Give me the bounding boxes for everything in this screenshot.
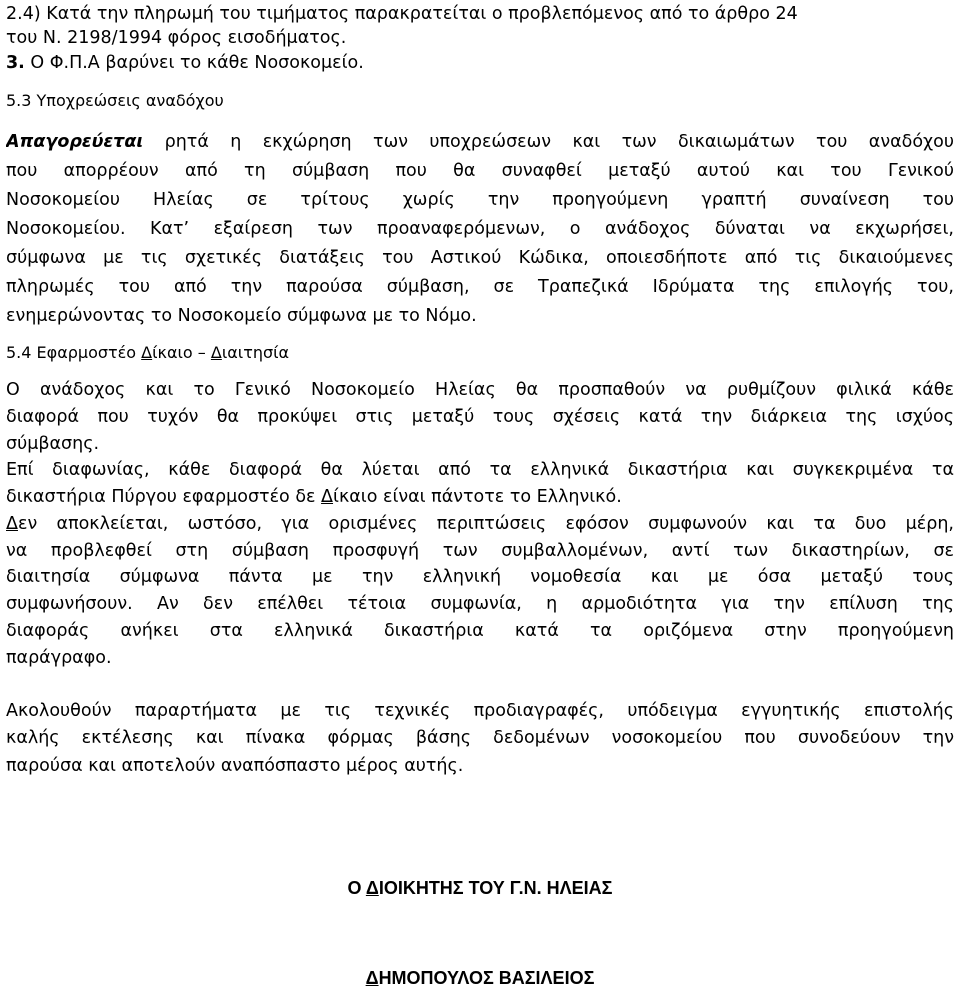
text-line: διαφορά που τυχόν θα προκύψει στις μεταξύ τους σχέσεις κατά την διάρκεια της ισχύος <box>6 407 954 427</box>
text-fragment: ρητά η εκχώρηση των υποχρεώσεων και των δικαιωμάτων του αναδόχου <box>143 132 954 152</box>
text-line: Νοσοκομείου. Κατ’ εξαίρεση των προαναφερόμενων, ο ανάδοχος δύναται να εκχωρήσει, <box>6 219 954 239</box>
section-heading: 5.3 Υποχρεώσεις αναδόχου <box>6 91 224 110</box>
text-fragment: δικαστήρια Πύργου εφαρμοστέο δε <box>6 487 322 507</box>
text-line: σύμβασης. <box>6 434 100 454</box>
text-line: του Ν. 2198/1994 φόρος εισοδήματος. <box>6 28 347 48</box>
text-fragment: Ο <box>347 878 366 898</box>
item-number: 3. <box>6 53 25 73</box>
text-line: διαφοράς ανήκει στα ελληνικά δικαστήρια κατά τα οριζόμενα στην προηγούμενη <box>6 621 954 641</box>
text-line: καλής εκτέλεσης και πίνακα φόρμας βάσης δεδομένων νοσοκομείου που συνοδεύουν την <box>6 728 954 748</box>
text-line: διαιτησία σύμφωνα πάντα με την ελληνική νομοθεσία και με όσα μεταξύ τους <box>6 567 954 587</box>
text-line: να προβλεφθεί στη σύμβαση προσφυγή των συμβαλλομένων, αντί των δικαστηρίων, σε <box>6 541 954 561</box>
underlined-letter: Δ <box>210 343 222 362</box>
text-line <box>6 130 954 154</box>
text-fragment: ίκαιο είναι πάντοτε το Ελληνικό. <box>333 487 622 507</box>
text-line: συμφωνήσουν. Αν δεν επέλθει τέτοια συμφωνία, η αρμοδιότητα για την επίλυση της <box>6 594 954 614</box>
underlined-letter: Δ <box>365 968 379 988</box>
text-line: πληρωμές του από την παρούσα σύμβαση, σε Τραπεζικά Ιδρύματα της επιλογής του, <box>6 277 954 297</box>
text-line: Επί διαφωνίας, κάθε διαφορά θα λύεται από τα ελληνικά δικαστήρια και συγκεκριμένα τα <box>6 460 954 480</box>
text-line <box>6 51 954 75</box>
text-fragment: ΗΜΟΠΟΥΛΟΣ ΒΑΣΙΛΕΙΟΣ <box>378 968 595 988</box>
text-line <box>6 485 954 509</box>
text-line: 2.4) Κατά την πληρωμή του τιμήματος παρακρατείται ο προβλεπόμενος από το άρθρο 24 <box>6 4 798 24</box>
underlined-letter: Δ <box>321 487 334 507</box>
text-fragment: εν αποκλείεται, ωστόσο, για ορισμένες περιπτώσεις εφόσον συμφωνούν και τα δυο μέρη, <box>17 514 954 534</box>
underlined-letter: Δ <box>6 514 18 534</box>
section-heading <box>6 341 954 365</box>
text-fragment: Ο Φ.Π.Α βαρύνει το κάθε Νοσοκομείο. <box>24 53 364 73</box>
text-line: που απορρέουν από τη σύμβαση που θα συναφθεί μεταξύ αυτού και του Γενικού <box>6 161 954 181</box>
text-fragment: ΙΟΙΚΗΤΗΣ ΤΟΥ Γ.Ν. ΗΛΕΙΑΣ <box>378 878 613 898</box>
text-line: σύμφωνα με τις σχετικές διατάξεις του Αστικού Κώδικα, οποιεσδήποτε από τις δικαιούμενες <box>6 248 954 268</box>
text-line <box>6 512 954 536</box>
text-line: παρούσα και αποτελούν αναπόσπαστο μέρος αυτής. <box>6 756 464 776</box>
text-fragment: ιαιτησία <box>221 343 290 362</box>
text-line: Ο ανάδοχος και το Γενικό Νοσοκομείο Ηλείας θα προσπαθούν να ρυθμίζουν φιλικά κάθε <box>6 380 954 400</box>
underlined-letter: Δ <box>141 343 153 362</box>
signature-title <box>0 876 960 900</box>
text-fragment: ίκαιο – <box>152 343 211 362</box>
text-fragment: 5.4 Εφαρμοστέο <box>6 343 142 362</box>
text-line: Νοσοκομείου Ηλείας σε τρίτους χωρίς την προηγούμενη γραπτή συναίνεση του <box>6 190 954 210</box>
underlined-letter: Δ <box>365 878 379 898</box>
emphasis-word: Απαγορεύεται <box>6 132 144 152</box>
text-line: ενημερώνοντας το Νοσοκομείο σύμφωνα με το Νόμο. <box>6 306 477 326</box>
text-line: παράγραφο. <box>6 648 112 668</box>
text-line: Ακολουθούν παραρτήματα με τις τεχνικές προδιαγραφές, υπόδειγμα εγγυητικής επιστολής <box>6 701 954 721</box>
signatory-name <box>0 966 960 990</box>
